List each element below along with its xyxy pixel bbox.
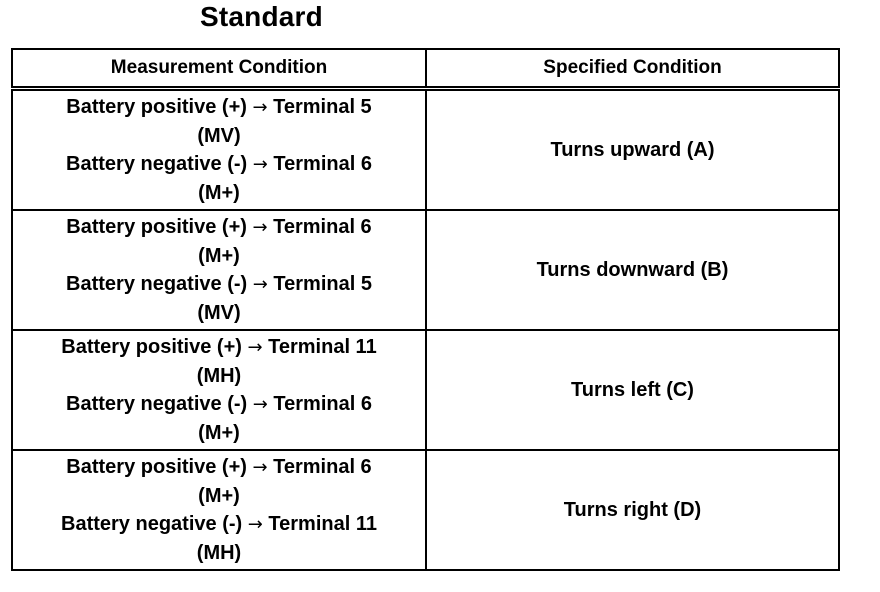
positive-pin-name: (MV) <box>197 125 241 147</box>
page-title: Standard <box>200 1 323 32</box>
negative-pin-name: (M+) <box>198 182 240 204</box>
specified-condition-cell: Turns right (D) <box>426 450 839 570</box>
negative-lead-label: Battery negative (-) <box>66 393 248 415</box>
positive-pin-name: (M+) <box>198 245 240 267</box>
negative-lead-label: Battery negative (-) <box>66 153 248 175</box>
positive-lead-label: Battery positive (+) <box>66 456 247 478</box>
positive-lead-label: Battery positive (+) <box>66 96 247 118</box>
negative-terminal: Terminal 11 <box>268 513 377 535</box>
negative-lead-label: Battery negative (-) <box>66 273 248 295</box>
right-arrow-icon: → <box>252 274 268 295</box>
negative-terminal: Terminal 6 <box>273 393 372 415</box>
specified-condition-cell: Turns left (C) <box>426 330 839 450</box>
positive-terminal: Terminal 6 <box>273 456 372 478</box>
table-row <box>12 210 839 330</box>
positive-terminal: Terminal 6 <box>273 216 372 238</box>
positive-connection-line <box>17 333 421 362</box>
right-arrow-icon: → <box>252 97 268 118</box>
negative-pin-name: (M+) <box>198 422 240 444</box>
negative-terminal: Terminal 6 <box>273 153 372 175</box>
positive-terminal: Terminal 5 <box>273 96 372 118</box>
specified-condition-cell: Turns upward (A) <box>426 89 839 211</box>
measurement-condition-cell <box>12 210 426 330</box>
right-arrow-icon: → <box>252 394 268 415</box>
measurement-condition-cell <box>12 89 426 211</box>
standard-table <box>11 48 840 571</box>
negative-connection-line <box>17 150 421 179</box>
table-row <box>12 89 839 211</box>
negative-connection-line <box>17 510 421 539</box>
header-specified-condition: Specified Condition <box>426 49 839 89</box>
table-header-row <box>12 49 839 89</box>
right-arrow-icon: → <box>247 514 263 535</box>
right-arrow-icon: → <box>252 457 268 478</box>
negative-pin-name: (MH) <box>196 542 242 564</box>
negative-connection-line <box>17 390 421 419</box>
measurement-condition-cell <box>12 330 426 450</box>
right-arrow-icon: → <box>252 217 268 238</box>
positive-pin-name: (M+) <box>198 485 240 507</box>
positive-lead-label: Battery positive (+) <box>61 336 242 358</box>
table-row <box>12 450 839 570</box>
positive-terminal: Terminal 11 <box>268 336 377 358</box>
positive-pin-name: (MH) <box>196 365 242 387</box>
measurement-condition-cell <box>12 450 426 570</box>
right-arrow-icon: → <box>247 337 263 358</box>
negative-terminal: Terminal 5 <box>273 273 372 295</box>
header-measurement-condition: Measurement Condition <box>12 49 426 89</box>
positive-lead-label: Battery positive (+) <box>66 216 247 238</box>
negative-lead-label: Battery negative (-) <box>61 513 243 535</box>
positive-connection-line <box>17 453 421 482</box>
right-arrow-icon: → <box>252 154 268 175</box>
positive-connection-line <box>17 213 421 242</box>
table-row <box>12 330 839 450</box>
positive-connection-line <box>17 93 421 122</box>
negative-pin-name: (MV) <box>197 302 241 324</box>
negative-connection-line <box>17 270 421 299</box>
specified-condition-cell: Turns downward (B) <box>426 210 839 330</box>
